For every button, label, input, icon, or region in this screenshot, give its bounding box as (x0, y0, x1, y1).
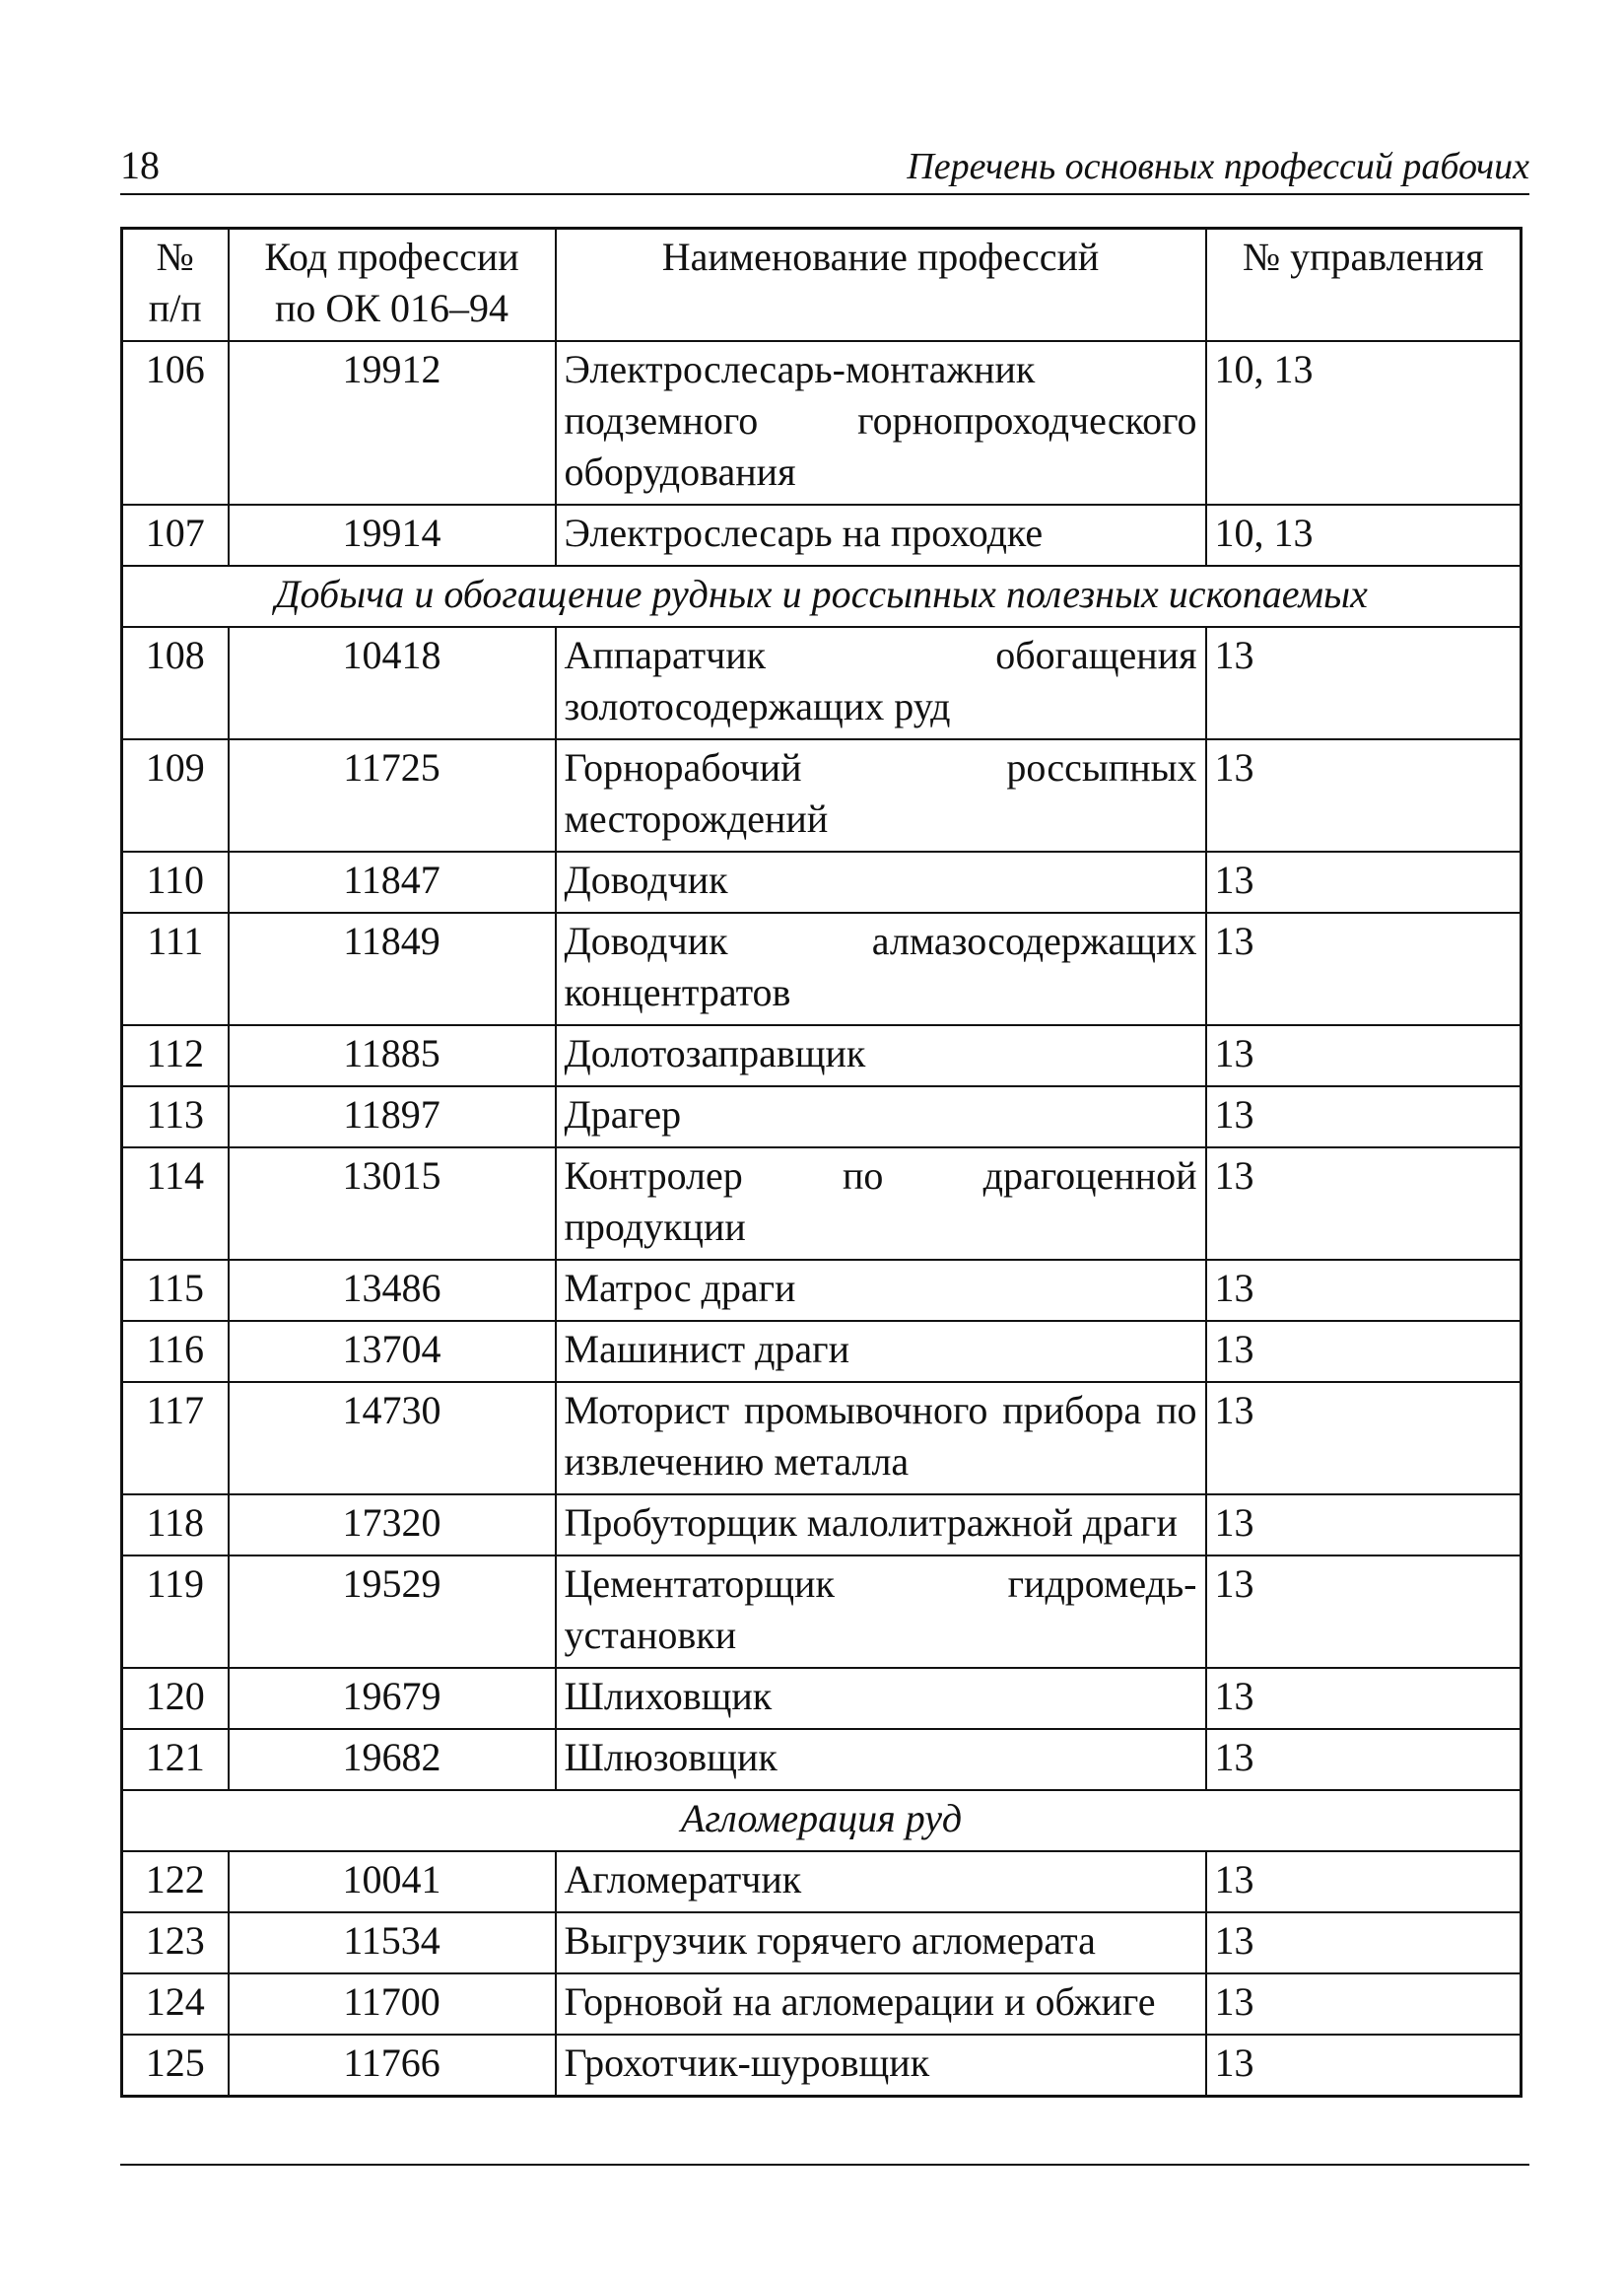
profession-code: 19682 (229, 1729, 556, 1790)
footer-rule (120, 2164, 1529, 2166)
row-number: 107 (122, 505, 229, 566)
row-number: 112 (122, 1025, 229, 1086)
department-number: 13 (1206, 1025, 1522, 1086)
section-row (122, 566, 1522, 627)
department-number: 13 (1206, 1382, 1522, 1494)
table-row (122, 1555, 1522, 1668)
profession-name: Горнорабочий россыпных месторождений (556, 739, 1206, 852)
profession-code: 13704 (229, 1321, 556, 1382)
profession-name: Пробуторщик малолитражной драги (556, 1494, 1206, 1555)
department-number: 13 (1206, 1086, 1522, 1147)
professions-table (120, 227, 1522, 2098)
header-code-line-2: по ОК 016–94 (275, 286, 508, 330)
header-dept: № управления (1206, 229, 1522, 342)
profession-code: 19679 (229, 1668, 556, 1729)
department-number: 13 (1206, 1147, 1522, 1260)
table-row (122, 1851, 1522, 1912)
profession-code: 11725 (229, 739, 556, 852)
department-number: 13 (1206, 1729, 1522, 1790)
row-number: 122 (122, 1851, 229, 1912)
section-row-1-group (122, 566, 1522, 627)
profession-name: Аппаратчик обогащения золотосодержащих руд (556, 627, 1206, 739)
profession-name: Выгрузчик горячего агломерата (556, 1912, 1206, 1973)
table-row (122, 2035, 1522, 2097)
row-number: 114 (122, 1147, 229, 1260)
profession-name: Машинист драги (556, 1321, 1206, 1382)
header-name: Наименование профессий (556, 229, 1206, 342)
department-number: 13 (1206, 2035, 1522, 2097)
department-number: 13 (1206, 1851, 1522, 1912)
profession-code: 11897 (229, 1086, 556, 1147)
profession-code: 11700 (229, 1973, 556, 2035)
row-number: 125 (122, 2035, 229, 2097)
row-number: 118 (122, 1494, 229, 1555)
profession-name: Шлиховщик (556, 1668, 1206, 1729)
profession-code: 13486 (229, 1260, 556, 1321)
section-row-2-group (122, 1790, 1522, 1851)
table-row (122, 1382, 1522, 1494)
table-row (122, 627, 1522, 739)
table-row (122, 1025, 1522, 1086)
profession-name: Долотозаправщик (556, 1025, 1206, 1086)
table-row (122, 1729, 1522, 1790)
header-num (122, 229, 229, 342)
header-rule (120, 193, 1529, 195)
department-number: 13 (1206, 627, 1522, 739)
department-number: 13 (1206, 1668, 1522, 1729)
header-code-line-1: Код профессии (264, 235, 519, 279)
profession-code: 14730 (229, 1382, 556, 1494)
profession-code: 19529 (229, 1555, 556, 1668)
profession-name: Агломератчик (556, 1851, 1206, 1912)
row-number: 124 (122, 1973, 229, 2035)
profession-code: 11885 (229, 1025, 556, 1086)
table-row (122, 913, 1522, 1025)
section-row (122, 1790, 1522, 1851)
table-row (122, 1494, 1522, 1555)
department-number: 13 (1206, 913, 1522, 1025)
header-row (122, 229, 1522, 342)
row-number: 115 (122, 1260, 229, 1321)
profession-name: Горновой на агломерации и обжиге (556, 1973, 1206, 2035)
running-title: Перечень основных профессий рабочих (907, 146, 1529, 187)
profession-code: 10041 (229, 1851, 556, 1912)
row-number: 109 (122, 739, 229, 852)
table-row (122, 852, 1522, 913)
profession-code: 17320 (229, 1494, 556, 1555)
row-number: 121 (122, 1729, 229, 1790)
profession-code: 11766 (229, 2035, 556, 2097)
profession-name: Грохотчик-шуровщик (556, 2035, 1206, 2097)
page-number: 18 (120, 143, 160, 187)
row-number: 117 (122, 1382, 229, 1494)
table-row (122, 341, 1522, 505)
department-number: 13 (1206, 852, 1522, 913)
department-number: 13 (1206, 1912, 1522, 1973)
profession-code: 13015 (229, 1147, 556, 1260)
profession-name: Моторист промывочного прибора по извлечению металла (556, 1382, 1206, 1494)
profession-code: 11534 (229, 1912, 556, 1973)
department-number: 13 (1206, 739, 1522, 852)
section-title-agglomeration: Агломерация руд (122, 1790, 1522, 1851)
table-row (122, 1086, 1522, 1147)
department-number: 13 (1206, 1973, 1522, 2035)
table-row (122, 1321, 1522, 1382)
profession-code: 11849 (229, 913, 556, 1025)
department-number: 10, 13 (1206, 341, 1522, 505)
profession-code: 10418 (229, 627, 556, 739)
header-code (229, 229, 556, 342)
row-number: 106 (122, 341, 229, 505)
profession-name: Доводчик (556, 852, 1206, 913)
department-number: 13 (1206, 1321, 1522, 1382)
table-row (122, 1912, 1522, 1973)
profession-name: Матрос драги (556, 1260, 1206, 1321)
row-number: 123 (122, 1912, 229, 1973)
table-header (122, 229, 1522, 342)
row-number: 116 (122, 1321, 229, 1382)
profession-name: Электрослесарь-монтажник подземного горнопроходческого оборудования (556, 341, 1206, 505)
rows-group-b (122, 627, 1522, 1790)
row-number: 120 (122, 1668, 229, 1729)
profession-name: Шлюзовщик (556, 1729, 1206, 1790)
header-num-line-2: п/п (148, 286, 202, 330)
department-number: 13 (1206, 1555, 1522, 1668)
table-row (122, 505, 1522, 566)
table-row (122, 1668, 1522, 1729)
profession-code: 19914 (229, 505, 556, 566)
profession-name: Цементаторщик гидромедь-установки (556, 1555, 1206, 1668)
header-num-line-1: № (156, 235, 194, 279)
table-row (122, 1973, 1522, 2035)
profession-name: Электрослесарь на проходке (556, 505, 1206, 566)
department-number: 10, 13 (1206, 505, 1522, 566)
table-row (122, 1147, 1522, 1260)
profession-name: Драгер (556, 1086, 1206, 1147)
row-number: 119 (122, 1555, 229, 1668)
table-row (122, 739, 1522, 852)
table-row (122, 1260, 1522, 1321)
row-number: 111 (122, 913, 229, 1025)
profession-code: 11847 (229, 852, 556, 913)
department-number: 13 (1206, 1260, 1522, 1321)
profession-name: Доводчик алмазосодержащих концентратов (556, 913, 1206, 1025)
profession-name: Контролер по драгоценной продукции (556, 1147, 1206, 1260)
profession-code: 19912 (229, 341, 556, 505)
rows-group-a (122, 341, 1522, 566)
row-number: 113 (122, 1086, 229, 1147)
section-title-mining: Добыча и обогащение рудных и россыпных полезных ископаемых (122, 566, 1522, 627)
rows-group-c (122, 1851, 1522, 2097)
department-number: 13 (1206, 1494, 1522, 1555)
row-number: 110 (122, 852, 229, 913)
row-number: 108 (122, 627, 229, 739)
